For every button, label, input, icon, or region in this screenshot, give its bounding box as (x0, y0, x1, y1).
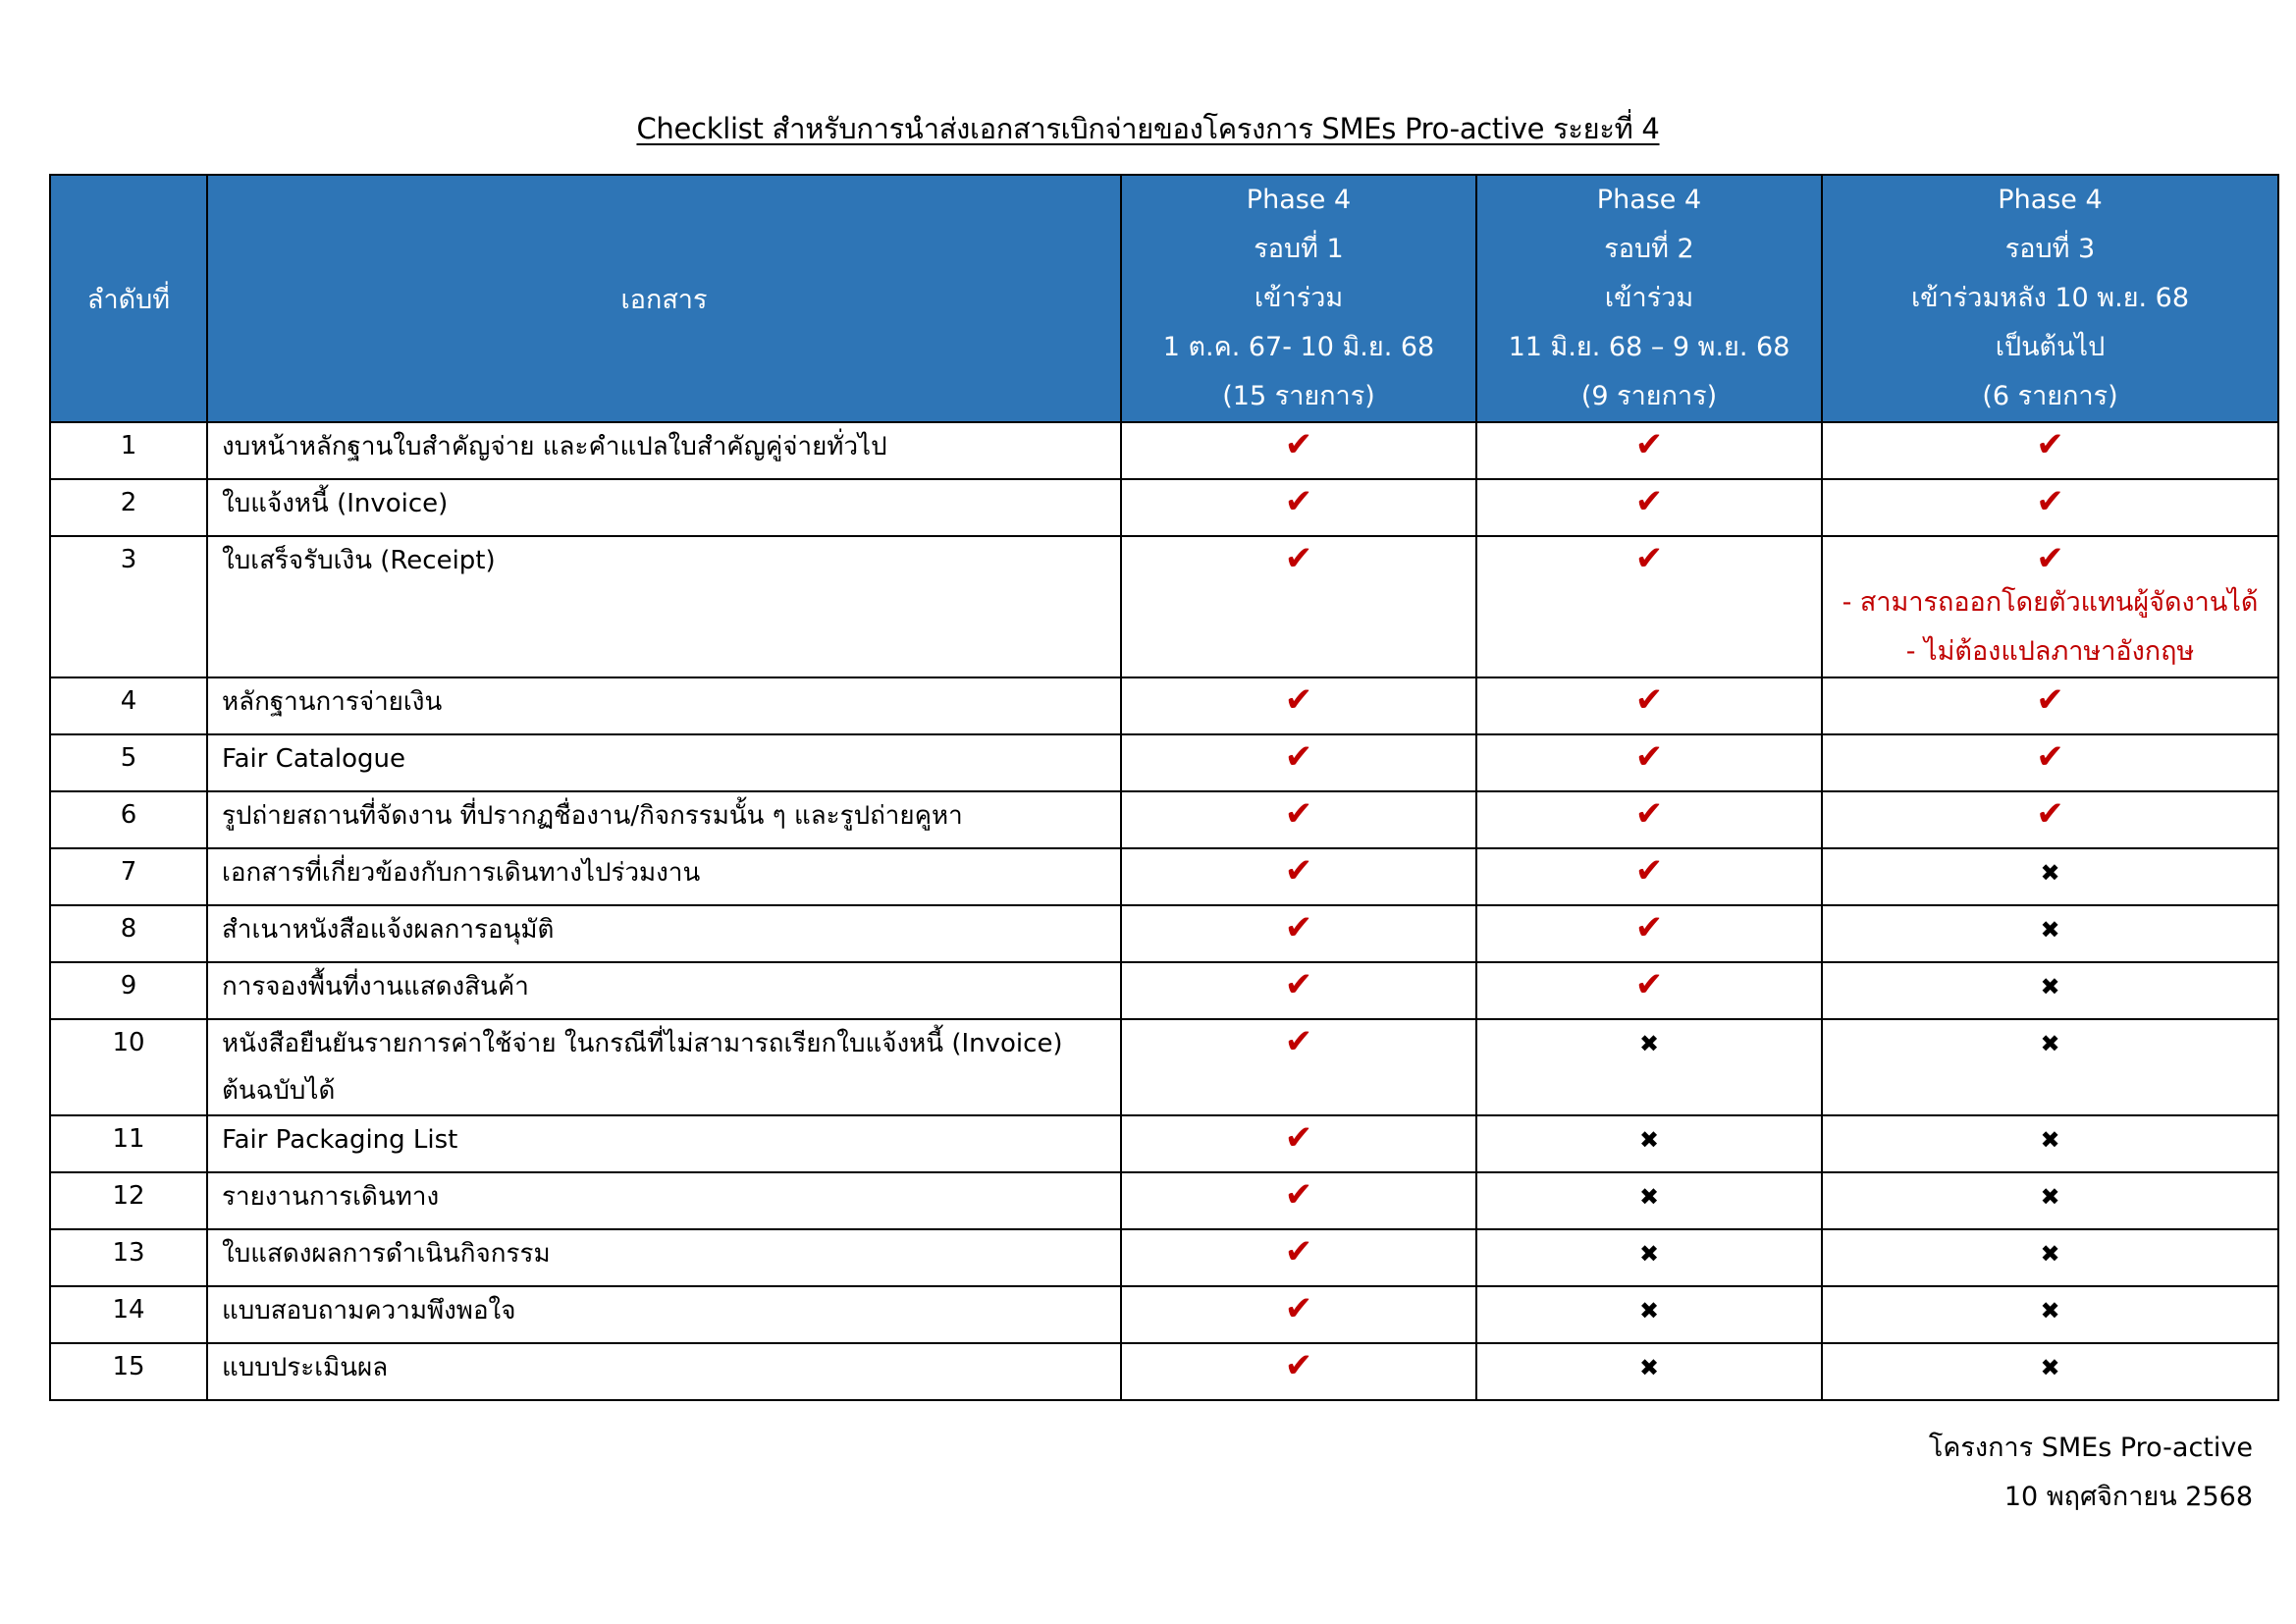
document-name-line: ใบแสดงผลการดำเนินกิจกรรม (222, 1239, 551, 1269)
status-cell-round-3 (1822, 677, 2278, 734)
document-title: Checklist สำหรับการนำส่งเอกสารเบิกจ่ายของโครงการ SMEs Pro-active ระยะที่ 4 (636, 112, 1660, 145)
item-count: (15 รายการ) (1222, 381, 1375, 411)
cross-icon: ✖ (2040, 1183, 2060, 1211)
status-cell-round-2 (1476, 734, 1822, 791)
row-number: 6 (50, 791, 207, 848)
check-icon: ✔ (1634, 425, 1664, 464)
date-range: 11 มิ.ย. 68 – 9 พ.ย. 68 (1508, 332, 1790, 362)
check-icon: ✔ (1284, 1232, 1313, 1272)
header-document: เอกสาร (207, 175, 1121, 422)
check-icon: ✔ (1284, 965, 1313, 1004)
note-text: - ไม่ต้องแปลภาษาอังกฤษ (1905, 636, 2195, 667)
status-cell-round-2 (1476, 536, 1822, 677)
join-label: เข้าร่วมหลัง 10 พ.ย. 68 (1910, 283, 2190, 313)
row-number: 10 (50, 1019, 207, 1115)
table-row (50, 677, 2278, 734)
checklist-body (50, 422, 2278, 1400)
cross-icon: ✖ (2040, 1126, 2060, 1154)
status-cell-round-2 (1476, 677, 1822, 734)
document-name (207, 848, 1121, 905)
check-icon: ✔ (1634, 680, 1664, 720)
document-name-line: Fair Packaging List (222, 1125, 458, 1155)
document-name (207, 479, 1121, 536)
check-icon: ✔ (1284, 539, 1313, 578)
row-number: 8 (50, 905, 207, 962)
cross-icon: ✖ (2040, 1297, 2060, 1325)
check-icon: ✔ (1284, 1175, 1313, 1215)
document-name-line: สำเนาหนังสือแจ้งผลการอนุมัติ (222, 915, 555, 945)
row-number: 11 (50, 1115, 207, 1172)
status-cell-round-2 (1476, 1343, 1822, 1400)
footer-date: 10 พฤศจิกายน 2568 (2003, 1482, 2253, 1512)
row-number: 2 (50, 479, 207, 536)
table-row (50, 848, 2278, 905)
document-name-line: ใบแจ้งหนี้ (Invoice) (222, 489, 449, 518)
header-phase-round-2 (1476, 175, 1822, 422)
item-count: (9 รายการ) (1580, 381, 1718, 411)
check-icon: ✔ (2036, 425, 2064, 464)
checklist-table (49, 174, 2279, 1401)
cross-icon: ✖ (1638, 1126, 1660, 1154)
cross-icon: ✖ (1638, 1183, 1660, 1211)
table-row (50, 1172, 2278, 1229)
row-number: 3 (50, 536, 207, 677)
status-cell-round-1 (1121, 1286, 1476, 1343)
cross-icon: ✖ (2040, 973, 2060, 1001)
table-row (50, 1343, 2278, 1400)
date-range: เป็นต้นไป (1995, 332, 2106, 362)
check-icon: ✔ (2036, 680, 2064, 720)
table-row (50, 962, 2278, 1019)
status-cell-round-2 (1476, 962, 1822, 1019)
row-number: 4 (50, 677, 207, 734)
status-cell-round-2 (1476, 1115, 1822, 1172)
row-number: 12 (50, 1172, 207, 1229)
status-cell-round-3 (1822, 1172, 2278, 1229)
status-cell-round-1 (1121, 422, 1476, 479)
item-count: (6 รายการ) (1982, 381, 2118, 411)
document-name-line: งบหน้าหลักฐานใบสำคัญจ่าย และคำแปลใบสำคัญคู่จ่ายทั่วไป (222, 432, 887, 461)
check-icon: ✔ (1634, 851, 1664, 891)
status-cell-round-2 (1476, 1019, 1822, 1115)
status-cell-round-3 (1822, 734, 2278, 791)
check-icon: ✔ (1284, 1118, 1313, 1158)
document-name-line: แบบประเมินผล (222, 1353, 389, 1382)
status-cell-round-2 (1476, 479, 1822, 536)
check-icon: ✔ (1284, 680, 1313, 720)
check-icon: ✔ (1284, 425, 1313, 464)
document-name (207, 1343, 1121, 1400)
document-name (207, 791, 1121, 848)
table-row (50, 905, 2278, 962)
check-icon: ✔ (1634, 908, 1664, 947)
status-cell-round-2 (1476, 848, 1822, 905)
header-phase-round-3 (1822, 175, 2278, 422)
status-cell-round-3 (1822, 479, 2278, 536)
status-cell-round-2 (1476, 1229, 1822, 1286)
status-cell-round-3 (1822, 536, 2278, 677)
status-cell-round-2 (1476, 422, 1822, 479)
check-icon: ✔ (1284, 1289, 1313, 1328)
status-cell-round-1 (1121, 479, 1476, 536)
status-cell-round-3 (1822, 791, 2278, 848)
check-icon: ✔ (1284, 737, 1313, 777)
document-name-line: เอกสารที่เกี่ยวข้องกับการเดินทางไปร่วมงาน (222, 858, 701, 888)
table-row (50, 1286, 2278, 1343)
status-cell-round-1 (1121, 962, 1476, 1019)
status-cell-round-1 (1121, 1343, 1476, 1400)
date-range: 1 ต.ค. 67- 10 มิ.ย. 68 (1162, 332, 1435, 362)
join-label: เข้าร่วม (1254, 283, 1344, 313)
check-icon: ✔ (2036, 737, 2064, 777)
check-icon: ✔ (1634, 794, 1664, 834)
round-label: รอบที่ 3 (2004, 234, 2096, 264)
status-cell-round-3 (1822, 1019, 2278, 1115)
check-icon: ✔ (1634, 965, 1664, 1004)
check-icon: ✔ (1634, 482, 1664, 521)
status-cell-round-3 (1822, 905, 2278, 962)
status-cell-round-2 (1476, 1286, 1822, 1343)
check-icon: ✔ (1634, 737, 1664, 777)
check-icon: ✔ (2036, 539, 2064, 578)
document-name (207, 1172, 1121, 1229)
document-name (207, 422, 1121, 479)
status-cell-round-1 (1121, 1019, 1476, 1115)
status-cell-round-1 (1121, 536, 1476, 677)
status-cell-round-1 (1121, 1229, 1476, 1286)
cross-icon: ✖ (2040, 916, 2060, 944)
status-cell-round-1 (1121, 791, 1476, 848)
cross-icon: ✖ (2040, 1030, 2060, 1057)
check-icon: ✔ (1284, 1346, 1313, 1385)
row-number: 14 (50, 1286, 207, 1343)
footer-organization: โครงการ SMEs Pro-active (1928, 1433, 2253, 1463)
cross-icon: ✖ (1638, 1030, 1660, 1057)
document-name-line: Fair Catalogue (222, 744, 406, 774)
cross-icon: ✖ (1638, 1297, 1660, 1325)
table-row (50, 734, 2278, 791)
status-cell-round-2 (1476, 1172, 1822, 1229)
check-icon: ✔ (1284, 1022, 1313, 1061)
table-row (50, 791, 2278, 848)
status-cell-round-3 (1822, 1343, 2278, 1400)
row-number: 1 (50, 422, 207, 479)
check-icon: ✔ (1634, 539, 1664, 578)
check-icon: ✔ (1284, 482, 1313, 521)
status-cell-round-3 (1822, 848, 2278, 905)
document-name-line: ใบเสร็จรับเงิน (Receipt) (222, 546, 496, 575)
status-cell-round-3 (1822, 1286, 2278, 1343)
cross-icon: ✖ (1638, 1240, 1660, 1268)
document-name-line: รูปถ่ายสถานที่จัดงาน ที่ปรากฏชื่องาน/กิจกรรมนั้น ๆ และรูปถ่ายคูหา (222, 801, 963, 831)
check-icon: ✔ (1284, 851, 1313, 891)
check-icon: ✔ (2036, 794, 2064, 834)
table-row (50, 479, 2278, 536)
document-name (207, 1229, 1121, 1286)
header-phase-round-1 (1121, 175, 1476, 422)
document-name-line: แบบสอบถามความพึงพอใจ (222, 1296, 516, 1326)
row-number: 13 (50, 1229, 207, 1286)
status-cell-round-3 (1822, 1229, 2278, 1286)
document-name (207, 1115, 1121, 1172)
status-cell-round-1 (1121, 905, 1476, 962)
check-icon: ✔ (2036, 482, 2064, 521)
document-name (207, 536, 1121, 677)
row-number: 9 (50, 962, 207, 1019)
check-icon: ✔ (1284, 794, 1313, 834)
cross-icon: ✖ (2040, 859, 2060, 887)
document-name-line: ต้นฉบับได้ (222, 1076, 336, 1106)
document-name (207, 1019, 1121, 1115)
document-name-line: รายงานการเดินทาง (222, 1182, 440, 1212)
phase-label: Phase 4 (1596, 185, 1702, 215)
status-cell-round-1 (1121, 1115, 1476, 1172)
status-cell-round-3 (1822, 1115, 2278, 1172)
header-no: ลำดับที่ (50, 175, 207, 422)
document-name (207, 677, 1121, 734)
join-label: เข้าร่วม (1604, 283, 1694, 313)
row-number: 7 (50, 848, 207, 905)
phase-label: Phase 4 (1998, 185, 2103, 215)
status-cell-round-2 (1476, 905, 1822, 962)
document-name-line: หลักฐานการจ่ายเงิน (222, 687, 443, 717)
document-name (207, 1286, 1121, 1343)
document-name-line: การจองพื้นที่งานแสดงสินค้า (222, 972, 529, 1001)
document-name (207, 962, 1121, 1019)
round-label: รอบที่ 1 (1254, 234, 1344, 264)
row-number: 5 (50, 734, 207, 791)
status-cell-round-2 (1476, 791, 1822, 848)
status-cell-round-3 (1822, 422, 2278, 479)
cross-icon: ✖ (2040, 1354, 2060, 1381)
status-cell-round-1 (1121, 734, 1476, 791)
document-name (207, 734, 1121, 791)
header-row (50, 175, 2278, 422)
phase-label: Phase 4 (1246, 185, 1352, 215)
table-row (50, 1229, 2278, 1286)
document-name (207, 905, 1121, 962)
round-label: รอบที่ 2 (1604, 234, 1694, 264)
cross-icon: ✖ (1638, 1354, 1660, 1381)
table-row (50, 422, 2278, 479)
table-row (50, 1019, 2278, 1115)
cross-icon: ✖ (2040, 1240, 2060, 1268)
status-cell-round-1 (1121, 848, 1476, 905)
row-number: 15 (50, 1343, 207, 1400)
footer (1929, 1424, 2253, 1522)
status-cell-round-1 (1121, 677, 1476, 734)
table-row (50, 1115, 2278, 1172)
document-name-line: หนังสือยืนยันรายการค่าใช้จ่าย ในกรณีที่ไม่สามารถเรียกใบแจ้งหนี้ (Invoice) (222, 1029, 1063, 1058)
note-text: - สามารถออกโดยตัวแทนผู้จัดงานได้ (1842, 587, 2259, 618)
status-cell-round-3 (1822, 962, 2278, 1019)
status-cell-round-1 (1121, 1172, 1476, 1229)
check-icon: ✔ (1284, 908, 1313, 947)
table-row (50, 536, 2278, 677)
